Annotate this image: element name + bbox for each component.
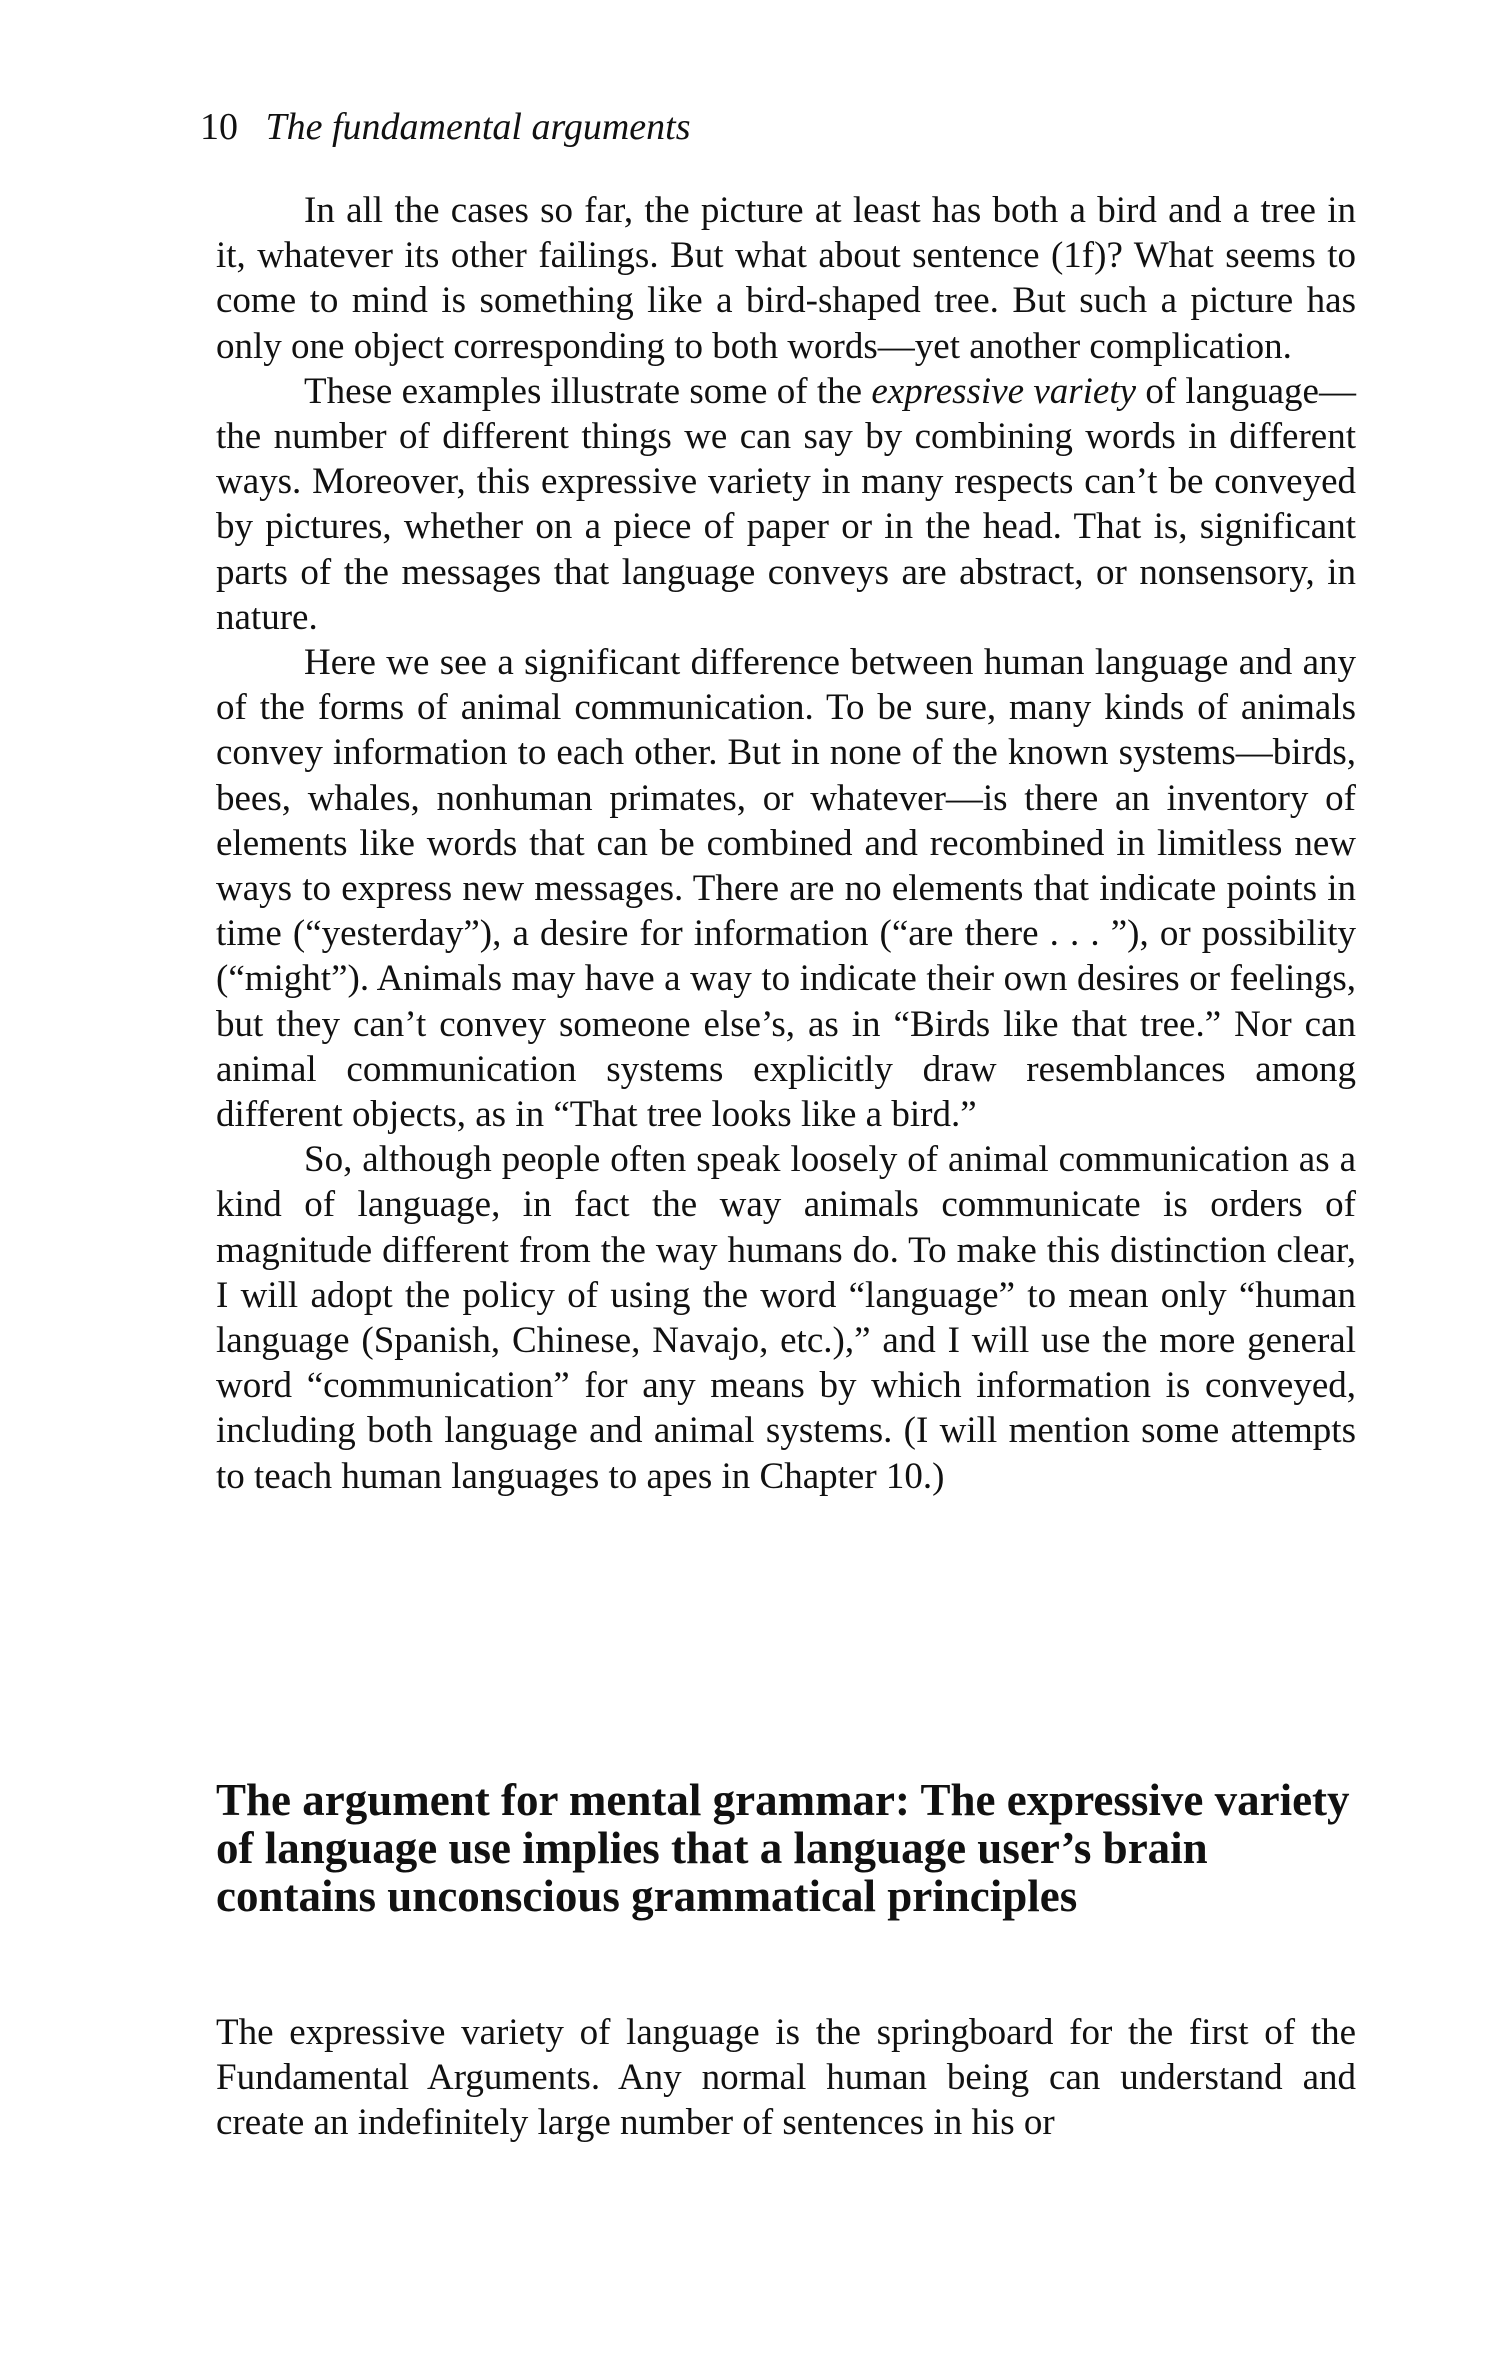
paragraph: Here we see a significant difference between human language and any of the forms of animal communication. To be sure, many kinds of animals convey information to each other. But in none of the known systems—birds, bees, whales, nonhuman primates, or whatever—is there an inventory of elements like words that can be combined and recombined in limitless new ways to express new messages. There are no elements that indicate points in time (“yesterday”), a desire for information (“are there . . . ”), or possibility (“might”). Animals may have a way to indicate their own desires or feelings, but they can’t convey someone else’s, as in “Birds like that tree.” Nor can animal communication systems explicitly draw resemblances among different objects, as in “That tree looks like a bird.” bbox=[216, 642, 1356, 1136]
running-title: The fundamental arguments bbox=[265, 106, 691, 148]
paragraph-text: of language—the number of different things we can say by combining words in different ways. Moreover, this expressive variety in many respects can’t be conveyed by pictures, whether on a piece of paper or in the head. That is, significant parts of the messages that language conveys are abstract, or nonsensory, in nature. bbox=[216, 370, 1356, 638]
paragraph: In all the cases so far, the picture at least has both a bird and a tree in it, whatever its other failings. But what about sentence (1f)? What seems to come to mind is something like a bird-shaped tree. But such a picture has only one object corresponding to both words—yet another complication. bbox=[216, 190, 1356, 367]
paragraph: The expressive variety of language is the springboard for the first of the Fundamental Arguments. Any normal human being can understand and create an indefinitely large number of sentences in his or bbox=[216, 2012, 1356, 2144]
paragraph: So, although people often speak loosely of animal communication as a kind of language, in fact the way animals communicate is orders of magnitude different from the way humans do. To make this distinction clear, I will adopt the policy of using the word “language” to mean only “human language (Spanish, Chinese, Navajo, etc.),” and I will use the more general word “communication” for any means by which information is conveyed, including both language and animal systems. (I will mention some attempts to teach human languages to apes in Chapter 10.) bbox=[216, 1139, 1356, 1497]
section-heading: The argument for mental grammar: The expressive variety of language use implies that a language user’s brain contains unconscious grammatical principles bbox=[216, 1775, 1350, 1921]
running-head bbox=[200, 104, 691, 150]
section-body-text bbox=[216, 2010, 1356, 2146]
paragraph bbox=[216, 369, 1356, 640]
emphasis-term: expressive variety bbox=[871, 370, 1137, 412]
page-number: 10 bbox=[200, 106, 238, 148]
paragraph-text: These examples illustrate some of the bbox=[304, 370, 872, 412]
body-text bbox=[216, 188, 1356, 1499]
